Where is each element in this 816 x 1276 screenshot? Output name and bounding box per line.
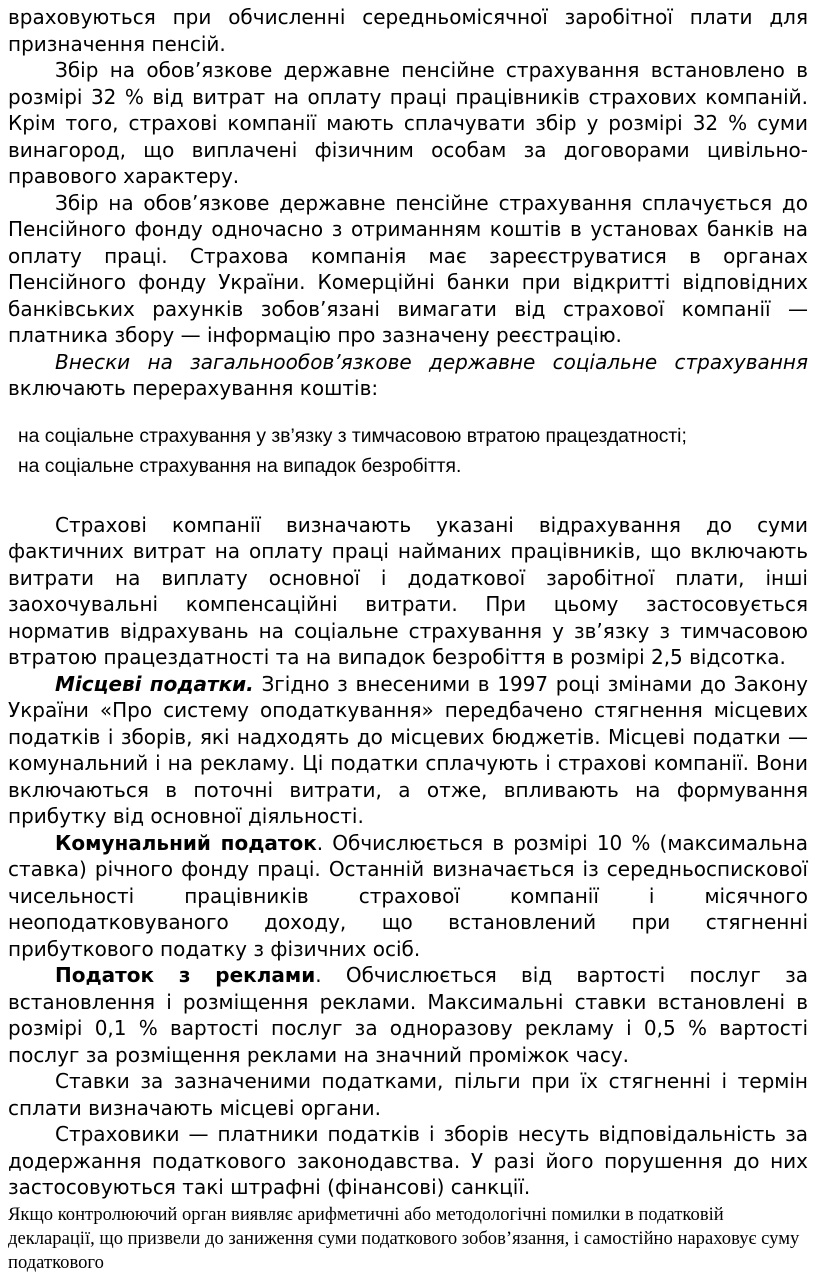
paragraph-pension-continuation: враховуються при обчисленні середньомісячної заробітної плати для призначення пенсій. (8, 5, 808, 56)
paragraph-local-rates: Ставки за зазначеними податками, пільги при їх стягненні і термін сплати визначають місцеві органи. (8, 1069, 808, 1120)
paragraph-communal-tax (8, 830, 808, 963)
list-item: на соціальне страхування на випадок безробіття. (18, 455, 462, 477)
advertising-tax-heading: Податок з реклами (55, 963, 316, 987)
advertising-tax-text: . Обчислюється від вартості послуг за встановлення і розміщення реклами. Максимальні ставки встановлені в розмірі 0,1 % вартості послуг за одноразову рекламу і 0,5 % вартості послуг за розміщення реклами на значний проміжок часу. (8, 963, 808, 1067)
paragraph-pension-rate: Збір на обов’язкове державне пенсійне страхування встановлено в розмірі 32 % від витрат на оплату праці працівників страхових компаній. Крім того, страхові компанії мають сплачувати збір у розмірі 32 % суми винагород, що виплачені фізичним особам за договорами цивільно-правового характеру. (8, 58, 808, 188)
paragraph-pension-payment: Збір на обов’язкове державне пенсійне страхування сплачується до Пенсійного фонду одночасно з отриманням коштів в установах банків на оплату праці. Страхова компанія має зареєструватися в органах Пенсійного фонду України. Комерційні банки при відкритті відповідних банківських рахунків зобов’язані вимагати від страхової компанії — платника збору — інформацію про зазначену реєстрацію. (8, 190, 808, 347)
list-item: на соціальне страхування у зв’язку з тимчасовою втратою працездатності; (18, 425, 687, 447)
paragraph-social-insurance-intro (8, 349, 808, 402)
insurance-list (8, 422, 808, 482)
communal-tax-heading: Комунальний податок (55, 830, 317, 855)
paragraph-local-taxes (8, 671, 808, 830)
paragraph-responsibility: Страховики — платники податків і зборів несуть відповідальність за додержання податкового законодавства. У разі його порушення до них застосовуються такі штрафні (фінансові) санкції. (8, 1122, 808, 1199)
social-insurance-term: Внески на загальнообов’язкове державне соціальне страхування (55, 349, 808, 374)
local-taxes-text: Згідно з внесеними в 1997 році змінами до Закону України «Про систему оподаткування» передбачено стягнення місцевих податків і зборів, які надходять до місцевих бюджетів. Місцеві податки — комунальний і на рекламу. Ці податки сплачують і страхові компанії. Вони включаються в поточні витрати, а отже, впливають на формування прибутку від основної діяльності. (8, 671, 808, 828)
paragraph-deductions: Страхові компанії визначають указані відрахування до суми фактичних витрат на оплату праці найманих працівників, що включають витрати на виплату основної і додаткової заробітної плати, інші заохочувальні компенсаційні витрати. При цьому застосовується норматив відрахувань на соціальне страхування у зв’язку з тимчасовою втратою працездатності та на випадок безробіття в розмірі 2,5 відсотка. (8, 512, 808, 669)
paragraph-control-authority: Якщо контролюючий орган виявляє арифметичні або методологічні помилки в податковій декларації, що призвели до заниження суми податкового зобов’язання, і самостійно нараховує суму податкового (8, 1203, 800, 1274)
paragraph-advertising-tax (8, 962, 808, 1068)
local-taxes-heading: Місцеві податки. (55, 671, 254, 696)
communal-tax-text: . Обчислюється в розмірі 10 % (максимальна ставка) річного фонду праці. Останній визначається із середньоспискової чисельності працівників страхової компанії і місячного неоподатковуваного доходу, що встановлений при стягненні прибуткового податку з фізичних осіб. (8, 830, 808, 961)
social-insurance-intro-rest: включають перерахування коштів: (8, 376, 379, 400)
